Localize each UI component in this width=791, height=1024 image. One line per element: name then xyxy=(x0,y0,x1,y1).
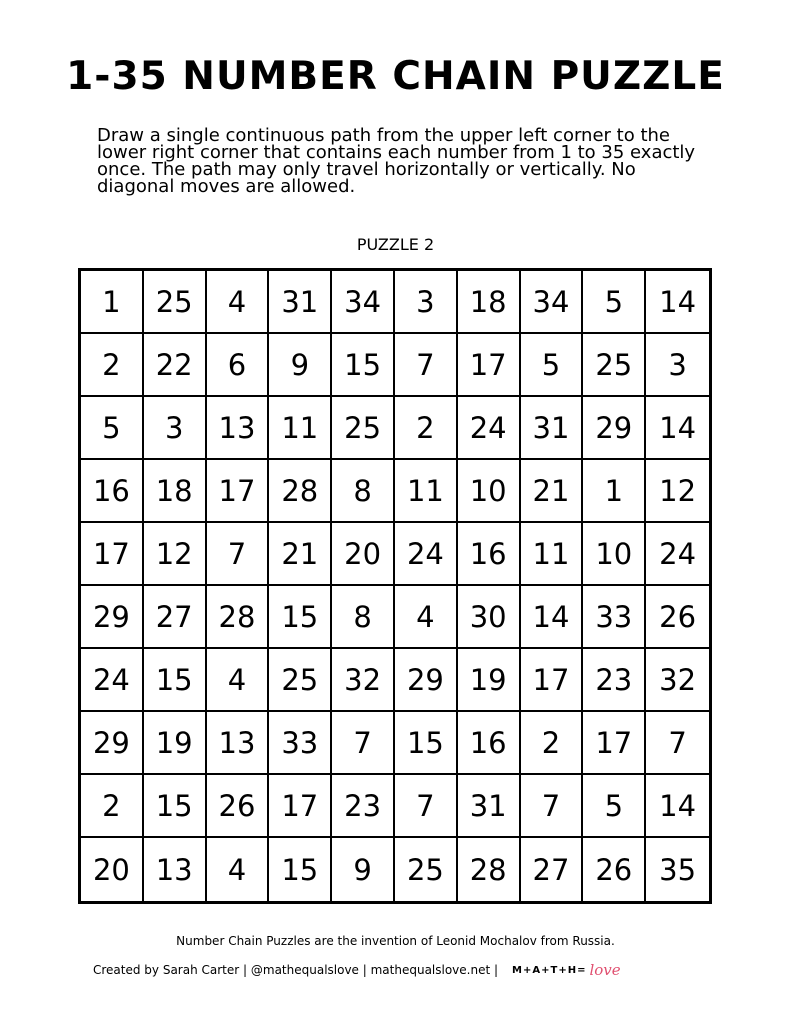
grid-cell: 17 xyxy=(269,775,332,838)
grid-cell: 19 xyxy=(144,712,207,775)
grid-cell: 7 xyxy=(646,712,709,775)
logo-text: M+A+T+H= xyxy=(512,964,587,976)
grid-cell: 13 xyxy=(144,838,207,901)
puzzle-grid xyxy=(78,268,712,904)
grid-cell: 7 xyxy=(395,334,458,397)
grid-cell: 15 xyxy=(144,775,207,838)
grid-cell: 33 xyxy=(583,586,646,649)
grid-cell: 35 xyxy=(659,852,697,887)
grid-cell: 34 xyxy=(521,271,584,334)
grid-cell: 28 xyxy=(458,838,521,901)
grid-cell: 10 xyxy=(458,460,521,523)
grid-cell: 11 xyxy=(395,460,458,523)
grid-cell: 15 xyxy=(144,649,207,712)
grid-cell: 31 xyxy=(521,397,584,460)
grid-cell: 31 xyxy=(269,271,332,334)
footer-website: mathequalslove.net xyxy=(370,963,491,977)
grid-cell: 3 xyxy=(646,334,709,397)
footer-separator: | xyxy=(490,963,499,977)
grid-cell: 13 xyxy=(207,712,270,775)
grid-cell: 7 xyxy=(395,775,458,838)
grid-cell: 2 xyxy=(395,397,458,460)
grid-cell: 3 xyxy=(395,271,458,334)
grid-cell: 3 xyxy=(144,397,207,460)
footer-handle: @mathequalslove xyxy=(250,963,359,977)
grid-cell: 7 xyxy=(521,775,584,838)
grid-cell: 4 xyxy=(395,586,458,649)
grid-cell: 2 xyxy=(521,712,584,775)
grid-cell: 16 xyxy=(81,460,144,523)
grid-cell: 14 xyxy=(521,586,584,649)
grid-cell: 22 xyxy=(144,334,207,397)
grid-cell: 2 xyxy=(81,775,144,838)
grid-cell: 16 xyxy=(458,523,521,586)
grid-cell: 29 xyxy=(81,586,144,649)
grid-cell: 5 xyxy=(81,397,144,460)
grid-cell: 24 xyxy=(458,397,521,460)
grid-cell: 21 xyxy=(269,523,332,586)
grid-cell: 25 xyxy=(395,838,458,901)
grid-cell: 18 xyxy=(144,460,207,523)
grid-cell: 23 xyxy=(332,775,395,838)
grid-cell: 14 xyxy=(646,775,709,838)
grid-cell: 34 xyxy=(332,271,395,334)
grid-cell: 12 xyxy=(144,523,207,586)
grid-cell: 14 xyxy=(646,397,709,460)
puzzle-label: PUZZLE 2 xyxy=(356,235,435,254)
grid-cell: 15 xyxy=(395,712,458,775)
grid-cell: 1 xyxy=(583,460,646,523)
logo-script: love xyxy=(589,961,621,979)
grid-cell: 5 xyxy=(583,271,646,334)
grid-cell: 15 xyxy=(332,334,395,397)
grid-cell: 24 xyxy=(646,523,709,586)
instructions-text: Draw a single continuous path from the upper left corner to the lower right corner that contains each number from 1 to 35 exactly once. The path may only travel horizontally or vertically. No diagonal moves are allowed. xyxy=(97,125,696,197)
grid-cell: 15 xyxy=(269,838,332,901)
grid-cell: 25 xyxy=(269,649,332,712)
grid-cell: 28 xyxy=(207,586,270,649)
footer-separator: | xyxy=(358,963,371,977)
grid-cell: 28 xyxy=(269,460,332,523)
grid-cell: 26 xyxy=(207,775,270,838)
grid-cell: 6 xyxy=(207,334,270,397)
grid-cell: 17 xyxy=(458,334,521,397)
grid-cell: 17 xyxy=(583,712,646,775)
grid-cell: 9 xyxy=(332,838,395,901)
grid-cell: 25 xyxy=(583,334,646,397)
grid-cell: 20 xyxy=(332,523,395,586)
grid-cell: 8 xyxy=(332,460,395,523)
footer xyxy=(93,961,621,979)
grid-cell: 12 xyxy=(646,460,709,523)
grid-cell: 15 xyxy=(269,586,332,649)
grid-cell: 13 xyxy=(207,397,270,460)
grid-cell: 17 xyxy=(521,649,584,712)
grid-cell: 11 xyxy=(269,397,332,460)
grid-cell: 11 xyxy=(521,523,584,586)
brand-logo xyxy=(512,961,621,979)
grid-cell: 27 xyxy=(521,838,584,901)
grid-cell: 20 xyxy=(81,838,144,901)
grid-cell: 2 xyxy=(81,334,144,397)
grid-cell: 30 xyxy=(458,586,521,649)
grid-cell: 23 xyxy=(583,649,646,712)
grid-cell: 31 xyxy=(458,775,521,838)
grid-cell: 25 xyxy=(332,397,395,460)
footer-separator: | xyxy=(239,963,251,977)
grid-cell: 8 xyxy=(332,586,395,649)
grid-cell: 7 xyxy=(332,712,395,775)
grid-cell: 14 xyxy=(646,271,709,334)
grid-cell: 32 xyxy=(646,649,709,712)
grid-cell: 19 xyxy=(458,649,521,712)
grid-cell: 1 xyxy=(81,271,144,334)
grid-cell: 24 xyxy=(81,649,144,712)
grid-cell: 29 xyxy=(81,712,144,775)
grid-cell: 26 xyxy=(646,586,709,649)
grid-cell: 21 xyxy=(521,460,584,523)
grid-cell: 4 xyxy=(207,271,270,334)
credit-text: Number Chain Puzzles are the invention of Leonid Mochalov from Russia. xyxy=(176,934,615,948)
grid-cell: 17 xyxy=(207,460,270,523)
page-title: 1-35 NUMBER CHAIN PUZZLE xyxy=(66,54,725,99)
grid-cell: 26 xyxy=(583,838,646,901)
grid-cell: 18 xyxy=(458,271,521,334)
grid-cell: 9 xyxy=(269,334,332,397)
grid-cell: 5 xyxy=(521,334,584,397)
grid-cell: 17 xyxy=(81,523,144,586)
grid-cell: 25 xyxy=(144,271,207,334)
grid-cell: 33 xyxy=(269,712,332,775)
grid-cell: 16 xyxy=(458,712,521,775)
grid-cell: 29 xyxy=(583,397,646,460)
grid-cell: 7 xyxy=(207,523,270,586)
grid-cell: 10 xyxy=(583,523,646,586)
grid-cell: 5 xyxy=(583,775,646,838)
grid-cell: 4 xyxy=(207,649,270,712)
grid-cell: 32 xyxy=(332,649,395,712)
grid-cell: 4 xyxy=(207,838,270,901)
grid-cell: 27 xyxy=(144,586,207,649)
footer-author: Created by Sarah Carter xyxy=(93,963,240,977)
grid-cell: 29 xyxy=(395,649,458,712)
grid-cell: 24 xyxy=(395,523,458,586)
